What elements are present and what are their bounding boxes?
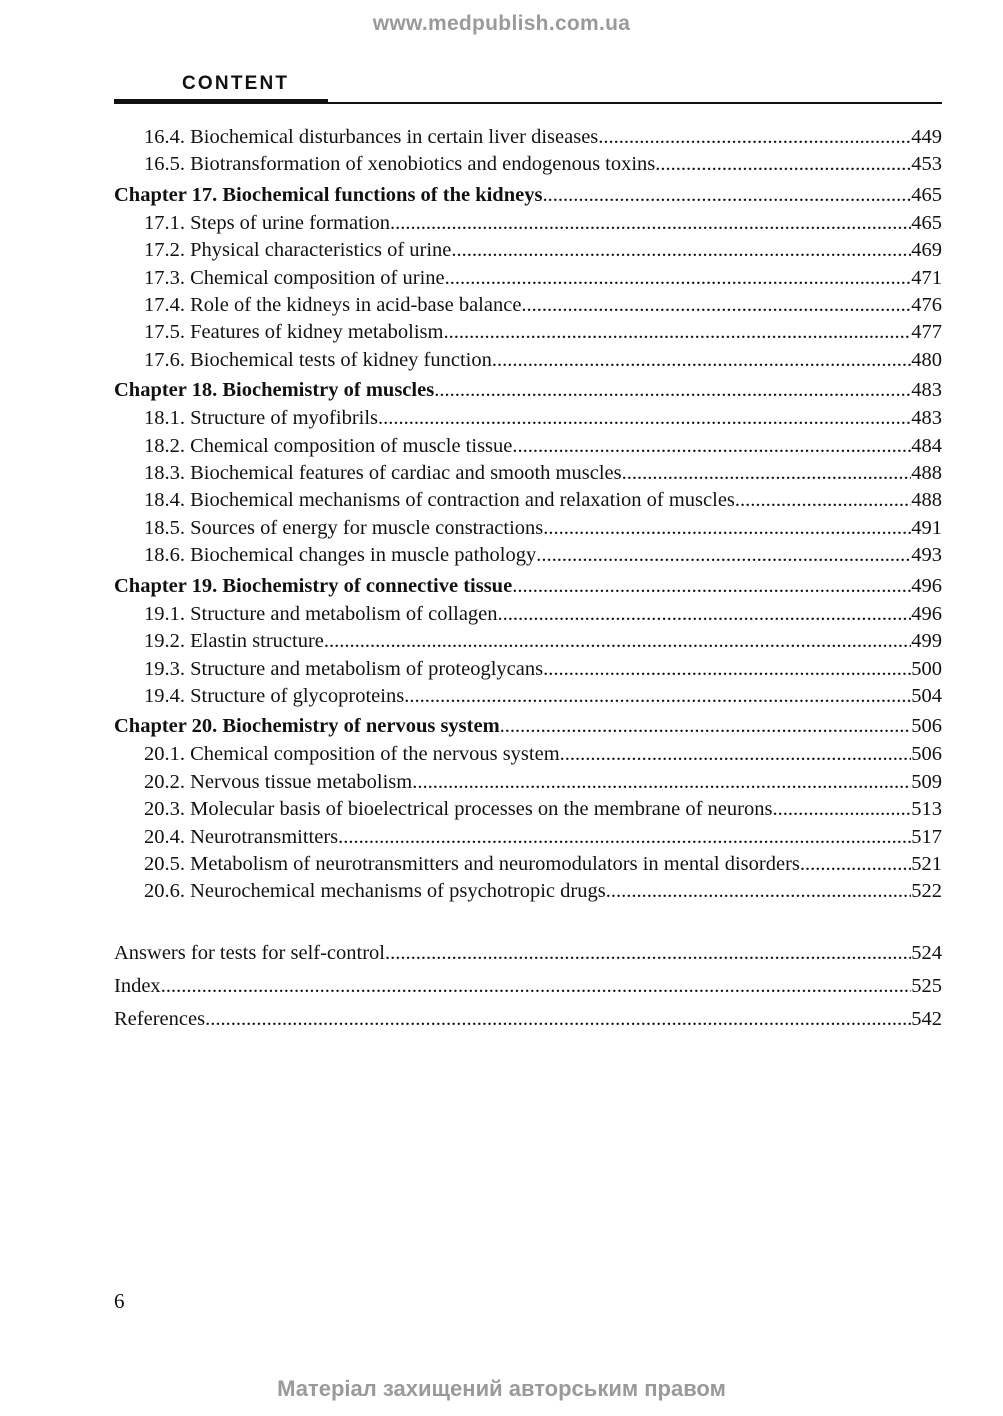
toc-entry-title: 17.4. Role of the kidneys in acid-base balance [144, 294, 522, 317]
toc-dot-leader [622, 460, 912, 487]
toc-entry-page: 506 [911, 743, 942, 766]
toc-dot-leader [378, 405, 911, 432]
toc-dot-leader [451, 237, 911, 264]
toc-entry-title: 16.5. Biotransformation of xenobiotics and endogenous toxins [144, 153, 656, 176]
toc-section-entry[interactable] [114, 460, 942, 487]
toc-section-entry[interactable] [114, 487, 942, 514]
toc-entry-page: 477 [911, 321, 942, 344]
toc-entry-title: 18.2. Chemical composition of muscle tissue [144, 434, 513, 457]
toc-section-entry[interactable] [114, 265, 942, 292]
toc-entry-title: 18.5. Sources of energy for muscle constractions [144, 516, 544, 539]
toc-entry-title: Chapter 18. Biochemistry of muscles [114, 379, 435, 402]
toc-entry-page: 465 [911, 211, 942, 234]
toc-entry-page: 521 [911, 852, 942, 875]
toc-section-entry[interactable] [114, 405, 942, 432]
toc-dot-leader [324, 628, 911, 655]
toc-entry-page: 522 [911, 880, 942, 903]
toc-entry-title: 20.3. Molecular basis of bioelectrical processes on the membrane of neurons [144, 798, 773, 821]
toc-entry-page: 469 [911, 239, 942, 262]
toc-entry-title: Chapter 20. Biochemistry of nervous system [114, 715, 500, 738]
toc-entry-title: 19.2. Elastin structure [144, 630, 324, 653]
toc-entry-page: 480 [911, 348, 942, 371]
toc-entry-page: 500 [911, 657, 942, 680]
toc-chapter-entry[interactable] [114, 711, 942, 741]
toc-section-entry[interactable] [114, 124, 942, 151]
toc-back-matter [114, 937, 942, 1036]
toc-entry-title: 18.6. Biochemical changes in muscle pathology [144, 544, 537, 567]
toc-section-entry[interactable] [114, 769, 942, 796]
toc-entry-title: 18.3. Biochemical features of cardiac and smooth muscles [144, 462, 622, 485]
toc-dot-leader [512, 571, 911, 601]
toc-entry-page: 453 [911, 153, 942, 176]
toc-section-entry[interactable] [114, 741, 942, 768]
toc-entry-page: 484 [911, 434, 942, 457]
toc-section-entry[interactable] [114, 151, 942, 178]
toc-entry-title: References [114, 1007, 206, 1030]
toc-entry-title: 19.4. Structure of glycoproteins [144, 684, 405, 707]
toc-entry-page: 471 [911, 266, 942, 289]
toc-entry-title: Index [114, 974, 161, 997]
toc-entry-page: 525 [911, 974, 942, 997]
toc-dot-leader [542, 180, 911, 210]
toc-entry-title: 18.1. Structure of myofibrils [144, 407, 379, 430]
toc-entry-page: 499 [911, 630, 942, 653]
toc-entry-title: 19.1. Structure and metabolism of collagen [144, 602, 498, 625]
running-header-title: CONTENT [182, 73, 290, 94]
toc-entry-page: 491 [911, 516, 942, 539]
table-of-contents [114, 124, 942, 1036]
toc-entry-page: 488 [911, 489, 942, 512]
toc-entry-page: 488 [911, 462, 942, 485]
toc-entry-title: 20.5. Metabolism of neurotransmitters and neuromodulators in mental disorders [144, 852, 800, 875]
toc-section-entry[interactable] [114, 433, 942, 460]
toc-dot-leader [560, 741, 912, 768]
toc-dot-leader [655, 151, 911, 178]
watermark-top: www.medpublish.com.ua [372, 12, 631, 35]
toc-section-entry[interactable] [114, 210, 942, 237]
toc-entry-page: 496 [911, 574, 942, 597]
toc-section-entry[interactable] [114, 656, 942, 683]
toc-dot-leader [772, 796, 911, 823]
toc-dot-leader [492, 347, 911, 374]
toc-entry-page: 517 [911, 825, 942, 848]
toc-dot-leader [161, 970, 912, 1003]
toc-dot-leader [543, 515, 911, 542]
toc-dot-leader [512, 433, 911, 460]
toc-dot-leader [536, 542, 911, 569]
toc-entry-page: 483 [911, 407, 942, 430]
toc-entry-title: 20.4. Neurotransmitters [144, 825, 339, 848]
toc-entry-page: 542 [911, 1007, 942, 1030]
toc-dot-leader [800, 851, 911, 878]
toc-entry-title: Chapter 17. Biochemical functions of the kidneys [114, 183, 543, 206]
toc-entry-page: 509 [911, 770, 942, 793]
toc-entry-title: 19.3. Structure and metabolism of proteoglycans [144, 657, 544, 680]
toc-section-entry[interactable] [114, 237, 942, 264]
toc-section-entry[interactable] [114, 601, 942, 628]
toc-entry-page: 513 [911, 798, 942, 821]
toc-section-entry[interactable] [114, 515, 942, 542]
toc-dot-leader [735, 487, 911, 514]
toc-dot-leader [404, 683, 911, 710]
toc-entry-page: 465 [911, 183, 942, 206]
toc-section-entry[interactable] [114, 319, 942, 346]
toc-section-entry[interactable] [114, 796, 942, 823]
toc-section-entry[interactable] [114, 347, 942, 374]
toc-entry-page: 449 [911, 126, 942, 148]
page-number: 6 [114, 1289, 125, 1313]
toc-back-entry[interactable] [114, 970, 942, 1003]
toc-dot-leader [385, 937, 911, 970]
toc-section-entry[interactable] [114, 292, 942, 319]
toc-entry-title: 17.3. Chemical composition of urine [144, 266, 445, 289]
toc-entry-page: 493 [911, 544, 942, 567]
toc-entry-title: 17.5. Features of kidney metabolism [144, 321, 444, 344]
toc-entry-page: 506 [911, 715, 942, 738]
toc-dot-leader [390, 210, 911, 237]
toc-dot-leader [543, 656, 911, 683]
toc-entry-page: 483 [911, 379, 942, 402]
toc-section-entry[interactable] [114, 628, 942, 655]
toc-entry-title: 20.1. Chemical composition of the nervous system [144, 743, 560, 766]
toc-entry-page: 524 [911, 941, 942, 964]
watermark-bottom: Матеріал захищений авторським правом [277, 1376, 726, 1401]
toc-dot-leader [443, 319, 911, 346]
toc-entry-page: 504 [911, 684, 942, 707]
toc-section-entry[interactable] [114, 851, 942, 878]
toc-back-entry[interactable] [114, 1003, 942, 1036]
toc-chapter-entry[interactable] [114, 180, 942, 210]
toc-main-entries [114, 124, 942, 906]
toc-entry-title: Answers for tests for self-control [114, 941, 385, 964]
toc-section-entry[interactable] [114, 542, 942, 569]
toc-section-entry[interactable] [114, 878, 942, 905]
toc-dot-leader [445, 265, 912, 292]
header-rule [114, 102, 942, 104]
toc-dot-leader [500, 711, 912, 741]
toc-entry-title: 20.2. Nervous tissue metabolism [144, 770, 413, 793]
toc-entry-page: 496 [911, 602, 942, 625]
toc-section-entry[interactable] [114, 683, 942, 710]
toc-dot-leader [498, 601, 912, 628]
toc-entry-title: Chapter 19. Biochemistry of connective tissue [114, 574, 513, 597]
toc-dot-leader [412, 769, 911, 796]
toc-entry-title: 17.2. Physical characteristics of urine [144, 239, 452, 262]
toc-dot-leader [434, 375, 911, 405]
toc-entry-page: 476 [911, 294, 942, 317]
toc-dot-leader [606, 878, 912, 905]
toc-section-entry[interactable] [114, 824, 942, 851]
toc-entry-title: 17.1. Steps of urine formation [144, 211, 390, 234]
toc-entry-title: 17.6. Biochemical tests of kidney function [144, 348, 492, 371]
toc-dot-leader [205, 1003, 911, 1036]
toc-chapter-entry[interactable] [114, 375, 942, 405]
toc-chapter-entry[interactable] [114, 571, 942, 601]
toc-spacer [114, 906, 942, 937]
toc-entry-title: 16.4. Biochemical disturbances in certain liver diseases [144, 126, 599, 148]
toc-dot-leader [598, 124, 911, 151]
toc-dot-leader [521, 292, 911, 319]
toc-back-entry[interactable] [114, 937, 942, 970]
toc-dot-leader [338, 824, 911, 851]
toc-entry-title: 20.6. Neurochemical mechanisms of psychotropic drugs [144, 880, 606, 903]
toc-entry-title: 18.4. Biochemical mechanisms of contraction and relaxation of muscles [144, 489, 735, 512]
